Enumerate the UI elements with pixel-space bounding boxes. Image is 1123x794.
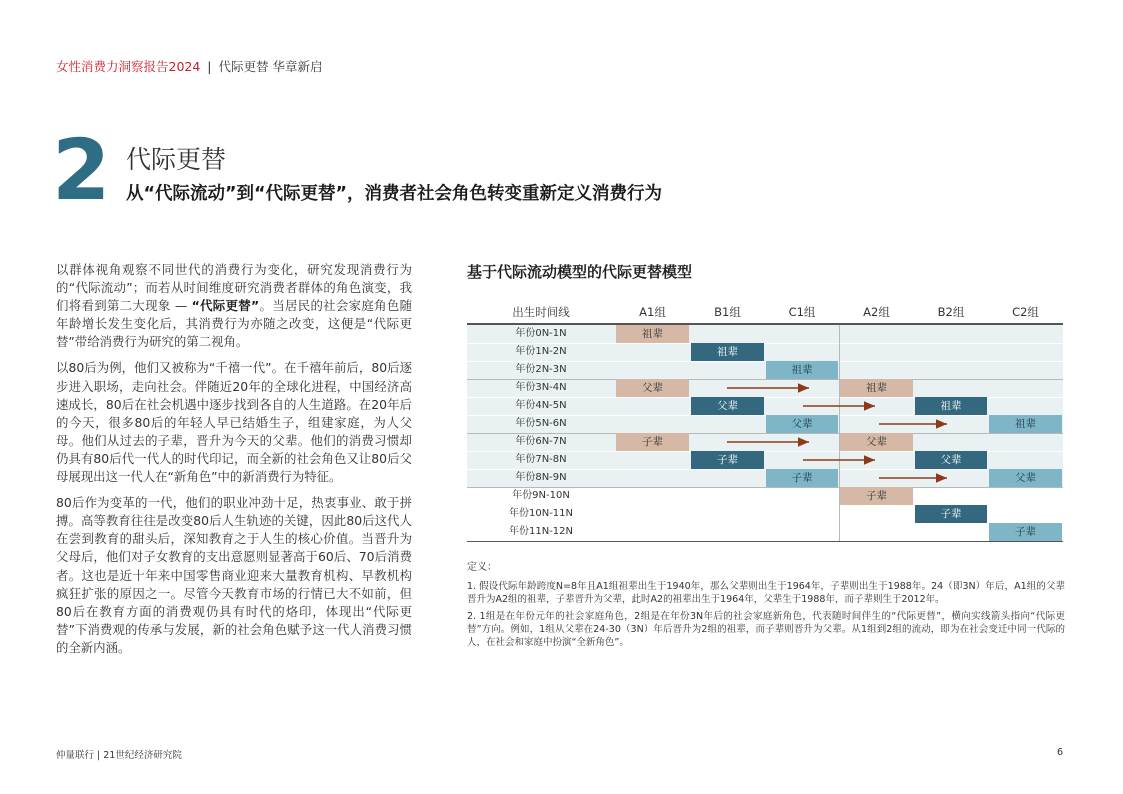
row-label: 年份7N-8N [515,454,567,465]
role-cell-child: 子辈 [766,469,838,487]
row-label: 年份8N-9N [515,472,567,483]
row-label: 年份3N-4N [515,382,567,393]
role-cell-child: 子辈 [616,433,689,451]
role-cell-grandparent: 祖辈 [840,379,913,397]
col-header-B1组: B1组 [714,305,741,319]
section-title: 代际更替 [126,145,227,174]
row-label: 年份4N-5N [515,400,567,411]
note-1: 1. 假设代际年龄跨度N=8年且A1组祖辈出生于1940年，那么父辈则出生于1964年，子辈则出生于1988年。24（即3N）年后，A1组的父辈晋升为A2组的祖辈，子辈晋升为父辈，此时A2的祖辈出生于1964年，父辈生于1988年，而子辈则生于2012年。 [467,581,1065,605]
role-cell-child: 子辈 [691,451,764,469]
col-header-timeline: 出生时间线 [512,305,570,319]
chart-title: 基于代际流动模型的代际更替模型 [467,263,693,281]
report-header [56,57,322,75]
row-label: 年份5N-6N [515,418,567,429]
role-cell-grandparent: 祖辈 [915,397,987,415]
notes-heading: 定义： [467,562,497,573]
emphasis-term: “代际更替” [191,298,260,314]
paragraph-2: 以80后为例，他们又被称为“千禧一代”。在千禧年前后，80后逐步进入职场，走向社会。伴随近20年的全球化进程，中国经济高速成长，80后在社会机遇中逐步找到各自的人生道路。在20年后的今天，很多80后的年轻人早已结婚生子，组建家庭，为人父母。他们从过去的子辈，晋升为今天的父辈。他们的消费习惯却仍具有80后代一代人的时代印记，而全新的社会角色又让80后父母展现出这一代人在“新角色”中的新消费行为特征。 [56,360,412,485]
row-label: 年份1N-2N [515,346,567,357]
row-label: 年份9N-10N [512,490,570,501]
section-caption: 代际更替 华章新启 [218,59,323,74]
succession-arrows [467,298,1063,542]
note-2: 2. 1组是在年份元年的社会家庭角色，2组是在年份3N年后的社会家庭新角色，代表随时间伴生的“代际更替”，横向实线箭头指向“代际更替”方向。例如，1组从父辈在24-30（3N）年后晋升为2组的祖辈，而子辈则晋升为父辈。从1组到2组的流动，即为在社会变迁中同一代际的人，在社会和家庭中扮演“全新角色”。 [467,611,1065,648]
definition-notes [467,561,1065,653]
section-subtitle: 从“代际流动”到“代际更替”，消费者社会角色转变重新定义消费行为 [126,184,663,204]
role-cell-grandparent: 祖辈 [766,361,838,379]
role-cell-parent: 父辈 [616,379,689,397]
col-header-C1组: C1组 [788,305,816,319]
role-cell-child: 子辈 [840,487,913,505]
role-cell-parent: 父辈 [691,397,764,415]
section-number: 2 [52,121,109,219]
report-title: 女性消费力洞察报告2024 [56,59,201,74]
row-label: 年份11N-12N [508,526,574,537]
role-cell-child: 子辈 [989,523,1062,541]
role-cell-parent: 父辈 [989,469,1062,487]
role-cell-parent: 父辈 [766,415,838,433]
row-label: 年份6N-7N [515,436,567,447]
role-cell-child: 子辈 [915,505,987,523]
col-header-A2组: A2组 [863,305,890,319]
generation-model-grid [467,298,1063,542]
header-divider: | [207,59,212,74]
col-header-A1组: A1组 [639,305,666,319]
row-label: 年份0N-1N [515,328,567,339]
role-cell-grandparent: 祖辈 [616,325,689,343]
footer-organizations: 仲量联行 | 21世纪经济研究院 [56,750,182,761]
page-number: 6 [1057,747,1064,758]
paragraph-3: 80后作为变革的一代，他们的职业冲劲十足，热衷事业、敢于拼搏。高等教育往往是改变80后人生轨迹的关键，因此80后这代人在尝到教育的甜头后，深知教育之于人生的核心价值。当晋升为父母后，他们对子女教育的支出意愿则显著高于60后、70后消费者。这也是近十年来中国零售商业迎来大量教育机构、早教机构疯狂扩张的原因之一。尽管今天教育市场的行情已大不如前，但80后在教育方面的消费观仍具有时代的烙印，体现出“代际更替”下消费观的传承与发展，新的社会角色赋予这一代人消费习惯的全新内涵。 [56,495,412,655]
col-header-C2组: C2组 [1012,305,1039,319]
role-cell-parent: 父辈 [840,433,913,451]
row-label: 年份10N-11N [508,508,574,519]
row-label: 年份2N-3N [515,364,567,375]
paragraph-1: 以群体视角观察不同世代的消费行为变化，研究发现消费行为的“代际流动”；而若从时间维度研究消费者群体的角色演变，我们将看到第二大现象 — “代际更替”。当居民的社会家庭角色随年龄增长发生变化后，其消费行为亦随之改变，这便是“代际更替”带给消费行为研究的第二视角。 [56,262,412,350]
role-cell-grandparent: 祖辈 [989,415,1062,433]
body-text [56,261,412,665]
role-cell-parent: 父辈 [915,451,987,469]
role-cell-grandparent: 祖辈 [691,343,764,361]
col-header-B2组: B2组 [937,305,965,319]
